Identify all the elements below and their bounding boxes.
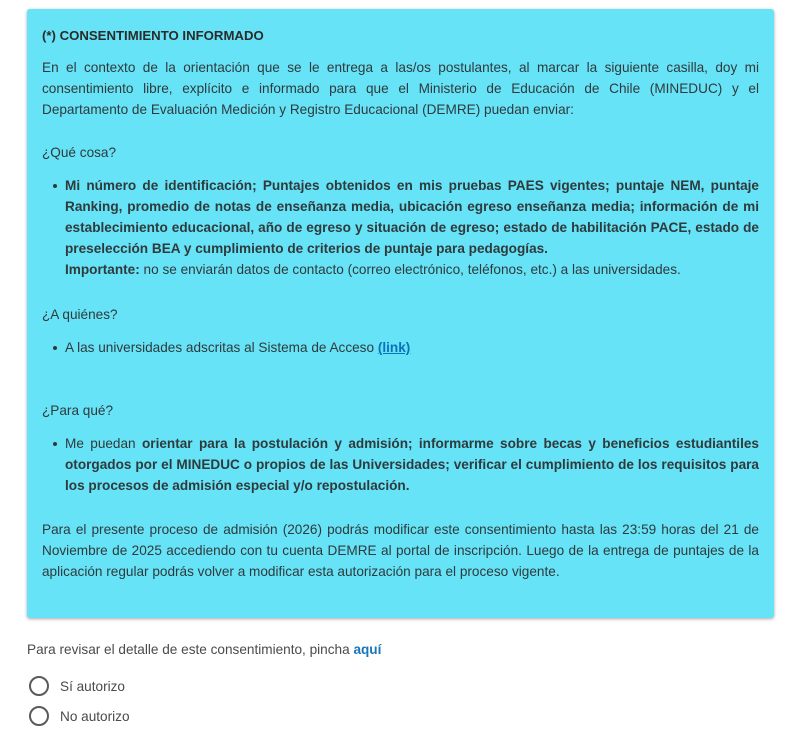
consent-title: (*) CONSENTIMIENTO INFORMADO [42,28,264,43]
radio-authorize-label: Sí autorizo [60,678,125,694]
question-why: ¿Para qué? [42,403,114,418]
question-who: ¿A quiénes? [42,307,118,322]
question-what: ¿Qué cosa? [42,145,117,160]
why-list [42,433,759,496]
list-item [65,337,759,358]
what-list [42,175,759,280]
what-item-text: Mi número de identificación; Puntajes obtenidos en mis pruebas PAES vigentes; puntaje NEM, puntaje Ranking, promedio de notas de enseñanza media, ubicación egreso enseñanza media; información de mi establecimiento educacional, año de egreso y situación de egreso; estado de habilitación PACE, estado de preselección BEA y cumplimiento de criterios de puntaje para pedagogías. [65,178,759,256]
radio-circle-icon[interactable] [29,676,49,696]
radio-not-authorize-label: No autorizo [60,708,130,724]
important-text: no se enviarán datos de contacto (correo electrónico, teléfonos, etc.) a las universidades. [139,262,681,277]
detail-link[interactable]: aquí [353,642,382,657]
list-item [65,433,759,496]
consent-intro: En el contexto de la orientación que se le entrega a las/os postulantes, al marcar la siguiente casilla, doy mi consentimiento libre, explícito e informado para que el Ministerio de Educación de Chile (MINEDUC) y el Departamento de Evaluación Medición y Registro Educacional (DEMRE) puedan enviar: [42,60,759,117]
consent-panel [27,9,774,618]
who-list [42,337,759,358]
radio-circle-icon[interactable] [29,706,49,726]
radio-authorize[interactable] [29,676,125,696]
consent-closing: Para el presente proceso de admisión (2026) podrás modificar este consentimiento hasta las 23:59 horas del 21 de Noviembre de 2025 accediendo con tu cuenta DEMRE al portal de inscripción. Luego de la entrega de puntajes de la aplicación regular podrás volver a modificar esta autorización para el proceso vigente. [42,522,759,579]
why-item-text: orientar para la postulación y admisión; informarme sobre becas y beneficios estudiantiles otorgados por el MINEDUC o propios de las Universidades; verificar el cumplimiento de los requisitos para los procesos de admisión especial y/o repostulación. [65,436,759,493]
important-label: Importante: [65,262,140,277]
access-system-link[interactable]: (link) [377,340,411,355]
radio-not-authorize[interactable] [29,706,130,726]
detail-line [27,642,381,657]
who-item-text: A las universidades adscritas al Sistema de Acceso [65,340,378,355]
why-item-prefix: Me puedan [65,436,142,451]
detail-text: Para revisar el detalle de este consentimiento, pincha [27,642,354,657]
list-item [65,175,759,280]
